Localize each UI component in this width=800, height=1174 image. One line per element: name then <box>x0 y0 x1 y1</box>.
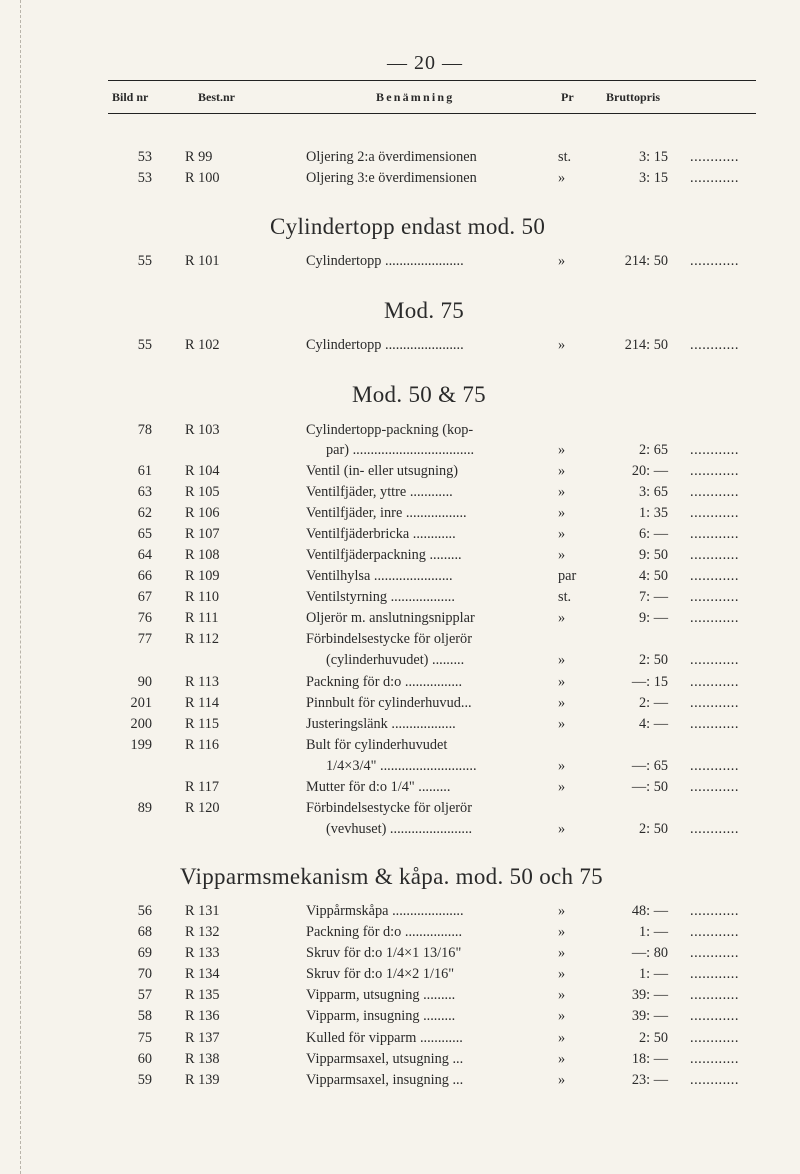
bild-nr: 75 <box>137 1030 152 1046</box>
benamning: Kulled för vipparm ............ <box>306 1030 463 1046</box>
leader-dots: ............ <box>690 1072 739 1088</box>
unit: » <box>558 463 566 479</box>
best-nr: R 110 <box>185 589 220 605</box>
leader-dots: ............ <box>690 610 739 626</box>
table-row <box>0 505 800 525</box>
bild-nr: 66 <box>137 568 152 584</box>
bild-nr: 200 <box>130 716 152 732</box>
best-nr: R 117 <box>185 779 220 795</box>
bild-nr: 61 <box>137 463 152 479</box>
best-nr: R 108 <box>185 547 220 563</box>
best-nr: R 131 <box>185 903 220 919</box>
best-nr: R 135 <box>185 987 220 1003</box>
unit: » <box>558 253 566 269</box>
bild-nr: 199 <box>130 737 152 753</box>
best-nr: R 112 <box>185 631 220 647</box>
best-nr: R 120 <box>185 800 220 816</box>
price: 2: 50 <box>639 652 668 668</box>
benamning: Oljering 3:e överdimensionen <box>306 170 477 186</box>
benamning: Cylindertopp ...................... <box>306 337 464 353</box>
table-row <box>0 695 800 715</box>
unit: » <box>558 1030 566 1046</box>
benamning: Vipparm, insugning ......... <box>306 1008 456 1024</box>
benamning: Ventilfjäder, yttre ............ <box>306 484 453 500</box>
unit: » <box>558 484 566 500</box>
benamning: Ventilfjäderpackning ......... <box>306 547 462 563</box>
price: 39: — <box>631 987 668 1003</box>
best-nr: R 107 <box>185 526 220 542</box>
table-row <box>0 966 800 986</box>
benamning: Mutter för d:o 1/4" ......... <box>306 779 451 795</box>
best-nr: R 133 <box>185 945 220 961</box>
best-nr: R 139 <box>185 1072 220 1088</box>
leader-dots: ............ <box>690 924 739 940</box>
bild-nr: 59 <box>137 1072 152 1088</box>
benamning: Oljerör m. anslutningsnipplar <box>306 610 475 626</box>
table-row-continued <box>0 821 800 841</box>
table-row <box>0 1072 800 1092</box>
unit: » <box>558 337 566 353</box>
unit: » <box>558 1051 566 1067</box>
bild-nr: 55 <box>137 253 152 269</box>
bild-nr: 201 <box>130 695 152 711</box>
price: —: 50 <box>631 779 668 795</box>
bild-nr: 57 <box>137 987 152 1003</box>
table-row <box>0 631 800 651</box>
price: 39: — <box>631 1008 668 1024</box>
unit: st. <box>558 149 572 165</box>
benamning: Ventilfjäder, inre ................. <box>306 505 467 521</box>
price: —: 15 <box>631 674 668 690</box>
benamning: (vevhuset) ....................... <box>326 821 473 837</box>
best-nr: R 138 <box>185 1051 220 1067</box>
best-nr: R 114 <box>185 695 220 711</box>
benamning: Ventilfjäderbricka ............ <box>306 526 456 542</box>
table-row <box>0 149 800 169</box>
benamning: Skruv för d:o 1/4×2 1/16" <box>306 966 455 982</box>
table-row <box>0 800 800 820</box>
unit: » <box>558 674 566 690</box>
unit: » <box>558 966 566 982</box>
leader-dots: ............ <box>690 695 739 711</box>
best-nr: R 115 <box>185 716 220 732</box>
table-row <box>0 170 800 190</box>
table-row <box>0 674 800 694</box>
table-row <box>0 987 800 1007</box>
best-nr: R 101 <box>185 253 220 269</box>
price: 9: 50 <box>639 547 668 563</box>
benamning: Vipparm, utsugning ......... <box>306 987 456 1003</box>
leader-dots: ............ <box>690 987 739 1003</box>
price: —: 80 <box>631 945 668 961</box>
benamning: Förbindelsestycke för oljerör <box>306 800 472 816</box>
table-row <box>0 589 800 609</box>
best-nr: R 134 <box>185 966 220 982</box>
price: 9: — <box>639 610 668 626</box>
price: 214: 50 <box>624 253 668 269</box>
leader-dots: ............ <box>690 170 739 186</box>
best-nr: R 100 <box>185 170 220 186</box>
unit: » <box>558 779 566 795</box>
bild-nr: 76 <box>137 610 152 626</box>
price: 18: — <box>631 1051 668 1067</box>
unit: » <box>558 821 566 837</box>
benamning: Cylindertopp ...................... <box>306 253 464 269</box>
price: 3: 65 <box>639 484 668 500</box>
price: 2: 65 <box>639 442 668 458</box>
best-nr: R 137 <box>185 1030 220 1046</box>
price: 2: 50 <box>639 1030 668 1046</box>
column-header-bruttopris: Bruttopris <box>606 90 660 104</box>
table-row-continued <box>0 442 800 462</box>
price: 6: — <box>639 526 668 542</box>
leader-dots: ............ <box>690 589 739 605</box>
best-nr: R 111 <box>185 610 219 626</box>
leader-dots: ............ <box>690 442 739 458</box>
best-nr: R 132 <box>185 924 220 940</box>
best-nr: R 109 <box>185 568 220 584</box>
price: 1: 35 <box>639 505 668 521</box>
unit: » <box>558 505 566 521</box>
best-nr: R 105 <box>185 484 220 500</box>
leader-dots: ............ <box>690 1051 739 1067</box>
price: 2: 50 <box>639 821 668 837</box>
table-row <box>0 945 800 965</box>
price: 48: — <box>631 903 668 919</box>
section-title-vipparmsmekanism: Vipparmsmekanism & kåpa. mod. 50 och 75 <box>180 864 603 889</box>
unit: » <box>558 924 566 940</box>
benamning: Vipparmsaxel, insugning ... <box>306 1072 464 1088</box>
bild-nr: 65 <box>137 526 152 542</box>
unit: par <box>558 568 577 584</box>
unit: » <box>558 526 566 542</box>
unit: » <box>558 1008 566 1024</box>
benamning: Packning för d:o ................ <box>306 674 463 690</box>
table-row <box>0 1008 800 1028</box>
unit: » <box>558 610 566 626</box>
price: 214: 50 <box>624 337 668 353</box>
bild-nr: 77 <box>137 631 152 647</box>
unit: » <box>558 1072 566 1088</box>
unit: » <box>558 987 566 1003</box>
unit: » <box>558 170 566 186</box>
header-rule-bottom <box>108 113 756 114</box>
unit: » <box>558 695 566 711</box>
bild-nr: 67 <box>137 589 152 605</box>
leader-dots: ............ <box>690 945 739 961</box>
leader-dots: ............ <box>690 652 739 668</box>
unit: » <box>558 652 566 668</box>
table-row <box>0 1030 800 1050</box>
best-nr: R 104 <box>185 463 220 479</box>
table-row <box>0 337 800 357</box>
table-row <box>0 463 800 483</box>
benamning: Justeringslänk .................. <box>306 716 456 732</box>
benamning: Vippårmskåpa .................... <box>306 903 464 919</box>
unit: st. <box>558 589 572 605</box>
benamning: Cylindertopp-packning (kop- <box>306 422 474 438</box>
table-row <box>0 484 800 504</box>
price: 4: 50 <box>639 568 668 584</box>
table-row-continued <box>0 758 800 778</box>
leader-dots: ............ <box>690 253 739 269</box>
table-row <box>0 737 800 757</box>
section-title-mod-50-75: Mod. 50 & 75 <box>352 382 486 407</box>
price: —: 65 <box>631 758 668 774</box>
bild-nr: 63 <box>137 484 152 500</box>
table-row <box>0 924 800 944</box>
benamning: par) .................................. <box>326 442 475 458</box>
leader-dots: ............ <box>690 337 739 353</box>
bild-nr: 58 <box>137 1008 152 1024</box>
best-nr: R 99 <box>185 149 213 165</box>
page-number: — 20 — <box>387 52 463 74</box>
section-title-mod-75: Mod. 75 <box>384 298 465 323</box>
benamning: (cylinderhuvudet) ......... <box>326 652 465 668</box>
leader-dots: ............ <box>690 568 739 584</box>
unit: » <box>558 758 566 774</box>
price: 20: — <box>631 463 668 479</box>
price: 7: — <box>639 589 668 605</box>
column-header-best-nr: Best.nr <box>198 90 235 104</box>
leader-dots: ............ <box>690 149 739 165</box>
price: 4: — <box>639 716 668 732</box>
bild-nr: 62 <box>137 505 152 521</box>
best-nr: R 106 <box>185 505 220 521</box>
bild-nr: 69 <box>137 945 152 961</box>
bild-nr: 56 <box>137 903 152 919</box>
bild-nr: 68 <box>137 924 152 940</box>
leader-dots: ............ <box>690 903 739 919</box>
table-row <box>0 253 800 273</box>
benamning: Ventil (in- eller utsugning) <box>306 463 459 479</box>
benamning: Ventilstyrning .................. <box>306 589 455 605</box>
benamning: Vipparmsaxel, utsugning ... <box>306 1051 464 1067</box>
price: 2: — <box>639 695 668 711</box>
leader-dots: ............ <box>690 1030 739 1046</box>
bild-nr: 64 <box>137 547 152 563</box>
benamning: Bult för cylinderhuvudet <box>306 737 448 753</box>
table-row <box>0 526 800 546</box>
leader-dots: ............ <box>690 547 739 563</box>
leader-dots: ............ <box>690 674 739 690</box>
bild-nr: 53 <box>137 170 152 186</box>
best-nr: R 103 <box>185 422 220 438</box>
bild-nr: 90 <box>137 674 152 690</box>
table-row <box>0 1051 800 1071</box>
unit: » <box>558 442 566 458</box>
table-row <box>0 903 800 923</box>
table-row <box>0 716 800 736</box>
best-nr: R 116 <box>185 737 220 753</box>
bild-nr: 70 <box>137 966 152 982</box>
benamning: Oljering 2:a överdimensionen <box>306 149 477 165</box>
benamning: Skruv för d:o 1/4×1 13/16" <box>306 945 462 961</box>
leader-dots: ............ <box>690 463 739 479</box>
header-rule-top <box>108 80 756 81</box>
table-row <box>0 547 800 567</box>
benamning: Pinnbult för cylinderhuvud... <box>306 695 472 711</box>
unit: » <box>558 945 566 961</box>
best-nr: R 136 <box>185 1008 220 1024</box>
table-row <box>0 779 800 799</box>
bild-nr: 78 <box>137 422 152 438</box>
leader-dots: ............ <box>690 966 739 982</box>
leader-dots: ............ <box>690 716 739 732</box>
bild-nr: 53 <box>137 149 152 165</box>
benamning: Förbindelsestycke för oljerör <box>306 631 472 647</box>
table-row-continued <box>0 652 800 672</box>
table-row <box>0 568 800 588</box>
table-row <box>0 610 800 630</box>
leader-dots: ............ <box>690 505 739 521</box>
leader-dots: ............ <box>690 1008 739 1024</box>
price: 3: 15 <box>639 149 668 165</box>
unit: » <box>558 547 566 563</box>
column-header-benamning: Benämning <box>376 90 455 104</box>
benamning: Packning för d:o ................ <box>306 924 463 940</box>
leader-dots: ............ <box>690 821 739 837</box>
benamning: 1/4×3/4" ........................... <box>326 758 477 774</box>
best-nr: R 113 <box>185 674 220 690</box>
unit: » <box>558 716 566 732</box>
best-nr: R 102 <box>185 337 220 353</box>
price: 23: — <box>631 1072 668 1088</box>
leader-dots: ............ <box>690 526 739 542</box>
table-row <box>0 422 800 442</box>
benamning: Ventilhylsa ...................... <box>306 568 453 584</box>
column-header-pr: Pr <box>561 90 574 104</box>
column-header-bild-nr: Bild nr <box>112 90 149 104</box>
leader-dots: ............ <box>690 758 739 774</box>
leader-dots: ............ <box>690 779 739 795</box>
price: 3: 15 <box>639 170 668 186</box>
price: 1: — <box>639 924 668 940</box>
section-title-cylindertopp-mod-50: Cylindertopp endast mod. 50 <box>270 214 546 239</box>
bild-nr: 89 <box>137 800 152 816</box>
bild-nr: 60 <box>137 1051 152 1067</box>
unit: » <box>558 903 566 919</box>
price: 1: — <box>639 966 668 982</box>
leader-dots: ............ <box>690 484 739 500</box>
bild-nr: 55 <box>137 337 152 353</box>
